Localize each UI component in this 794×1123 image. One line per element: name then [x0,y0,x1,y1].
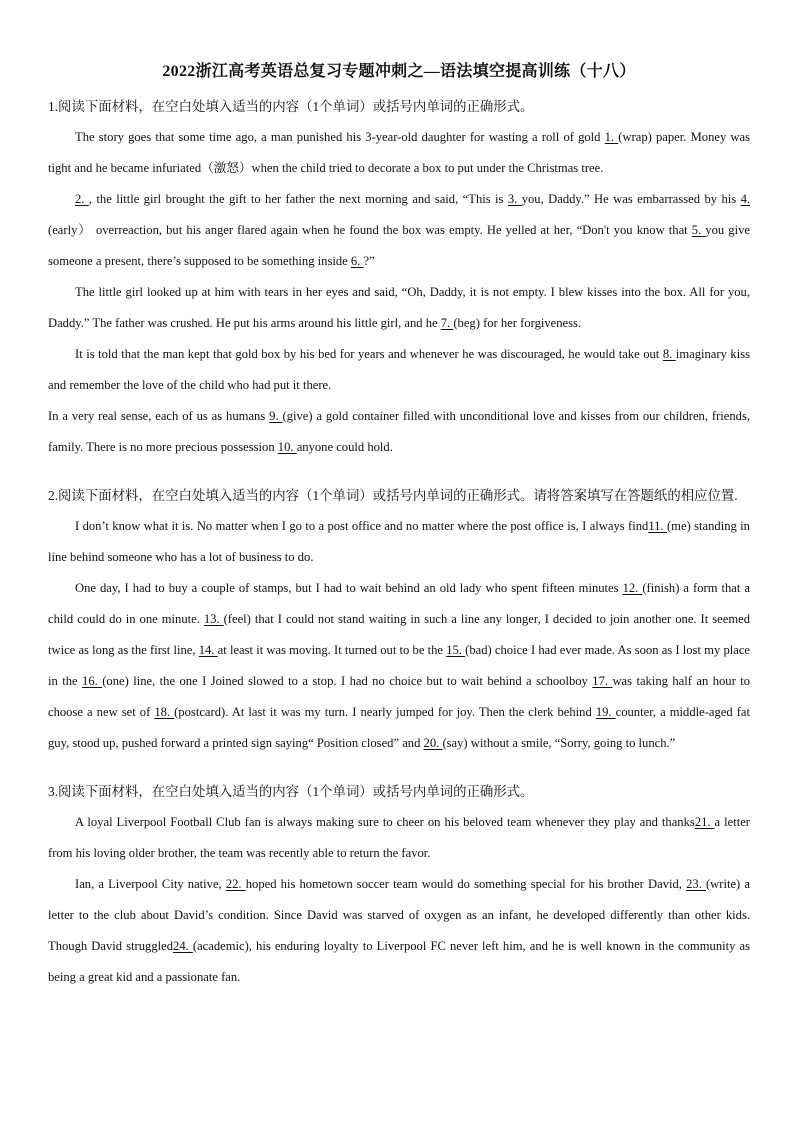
passage-text: you give someone a present, there’s supposed to be something inside [48,223,750,268]
answer-blank[interactable]: 20. [423,736,443,750]
passage-text: hoped his hometown soccer team would do something special for his brother David, [245,877,687,891]
answer-blank[interactable]: 22. [225,877,246,891]
passage-text: A loyal Liverpool Football Club fan is always making sure to cheer on his beloved team whenever they play and thanks [75,815,695,829]
passage-text: you, Daddy.” He was embarrassed by his [521,192,741,206]
passage-text: was taking half an hour to choose a new set of [48,674,751,719]
passage-text: (finish) a form that a child could do in one minute. [48,581,751,626]
answer-blank[interactable]: 24. [173,939,193,953]
answer-blank[interactable]: 13. [203,612,224,626]
answer-blank[interactable]: 6. [350,254,364,268]
passage-text: (me) standing in line behind someone who has a lot of business to do. [48,519,750,564]
page-title: 2022浙江高考英语总复习专题冲刺之—语法填空提高训练（十八） [162,63,636,80]
passage-paragraph [48,573,750,759]
passage-text: (beg) for her forgiveness. [453,316,582,330]
passage-text: imaginary kiss and remember the love of the child who had put it there. [48,347,751,392]
passage-paragraph [48,511,750,573]
passage-paragraph [48,277,750,339]
passage-text: (write) a letter to the club about David’s condition. Since David was starved of oxygen as an infant, he developed differently than other kids. Though David struggled [48,877,750,953]
passage-text: (early） overreaction, but his anger flared again when he found the box was empty. He yelled at her, “Don't you know that [48,223,692,237]
section-instruction: 3.阅读下面材料，在空白处填入适当的内容（1个单词）或括号内单词的正确形式。 [48,784,534,799]
passage-text: I don’t know what it is. No matter when I go to a post office and no matter where the post office is, I always find [75,519,649,533]
passage-paragraph [48,807,750,869]
answer-blank[interactable]: 15. [446,643,466,657]
answer-blank[interactable]: 2. [75,192,89,206]
answer-blank[interactable]: 14. [198,643,218,657]
passage-text: (feel) that I could not stand waiting in such a line any longer, I decided to join another one. It seemed twice as long as the first line, [48,612,751,657]
passage-paragraph [48,401,750,463]
answer-blank[interactable]: 19. [595,705,616,719]
exercise-content [48,91,750,993]
passage-text: The story goes that some time ago, a man punished his 3-year-old daughter for wasting a roll of gold [75,130,605,144]
answer-blank[interactable]: 16. [82,674,103,688]
passage-text: Ian, a Liverpool City native, [75,877,226,891]
passage-paragraph [48,869,750,993]
passage-text: It is told that the man kept that gold box by his bed for years and whenever he was discouraged, he would take out [75,347,663,361]
exercise-section-2 [48,480,750,759]
passage-text: at least it was moving. It turned out to be the [217,643,447,657]
answer-blank[interactable]: 11. [648,519,667,533]
passage-text: (one) line, the one I Joined slowed to a stop. I had no choice but to wait behind a schoolboy [102,674,593,688]
passage-text: In a very real sense, each of us as humans [48,409,270,423]
answer-blank[interactable]: 12. [622,581,643,595]
section-spacer [48,759,750,776]
passage-text: (wrap) paper. Money was tight and he became infuriated（激怒）when the child tried to decorate a box to put under the Christmas tree. [48,130,751,175]
answer-blank[interactable]: 8. [662,347,676,361]
passage-text: , the little girl brought the gift to her father the next morning and said, “This is [88,192,508,206]
answer-blank[interactable]: 23. [686,877,706,891]
passage-text: The little girl looked up at him with tears in her eyes and said, “Oh, Daddy, it is not empty. I blew kisses into the box. All for you, Daddy.” The father was crushed. He put his arms around his little girl, and he [48,285,750,330]
passage-paragraph [48,339,750,401]
exercise-section-1 [48,91,750,463]
answer-blank[interactable]: 5. [691,223,706,237]
passage-text: (bad) choice I had ever made. As soon as I lost my place in the [48,643,751,688]
answer-blank[interactable]: 18. [154,705,175,719]
passage-text: (academic), his enduring loyalty to Liverpool FC never left him, and he is well known in the community as being a great kid and a passionate fan. [48,939,751,984]
passage-paragraph [48,184,750,277]
passage-text: (postcard). At last it was my turn. I nearly jumped for joy. Then the clerk behind [174,705,596,719]
answer-blank[interactable]: 17. [592,674,613,688]
passage-text: (give) a gold container filled with unconditional love and kisses from our children, friends, family. There is no more precious possession [48,409,750,454]
passage-text: One day, I had to buy a couple of stamps, but I had to wait behind an old lady who spent fifteen minutes [75,581,623,595]
answer-blank[interactable]: 4. [740,192,751,206]
section-instruction: 1.阅读下面材料，在空白处填入适当的内容（1个单词）或括号内单词的正确形式。 [48,99,534,114]
passage-paragraph [48,122,750,184]
answer-blank[interactable]: 10. [277,440,297,454]
passage-text: (say) without a smile, “Sorry, going to lunch.” [442,736,676,750]
passage-text: anyone could hold. [296,440,393,454]
answer-blank[interactable]: 21. [694,815,715,829]
passage-text: a letter from his loving older brother, the team was recently able to return the favor. [48,815,750,860]
passage-text: counter, a middle-aged fat guy, stood up, pushed forward a printed sign saying“ Position closed” and [48,705,751,750]
exercise-section-3 [48,776,750,993]
section-instruction: 2.阅读下面材料，在空白处填入适当的内容（1个单词）或括号内单词的正确形式。请将答案填写在答题纸的相应位置. [48,488,738,503]
answer-blank[interactable]: 3. [507,192,522,206]
answer-blank[interactable]: 7. [440,316,454,330]
passage-text: ?” [363,254,375,268]
answer-blank[interactable]: 1. [604,130,619,144]
answer-blank[interactable]: 9. [269,409,283,423]
section-spacer [48,463,750,480]
